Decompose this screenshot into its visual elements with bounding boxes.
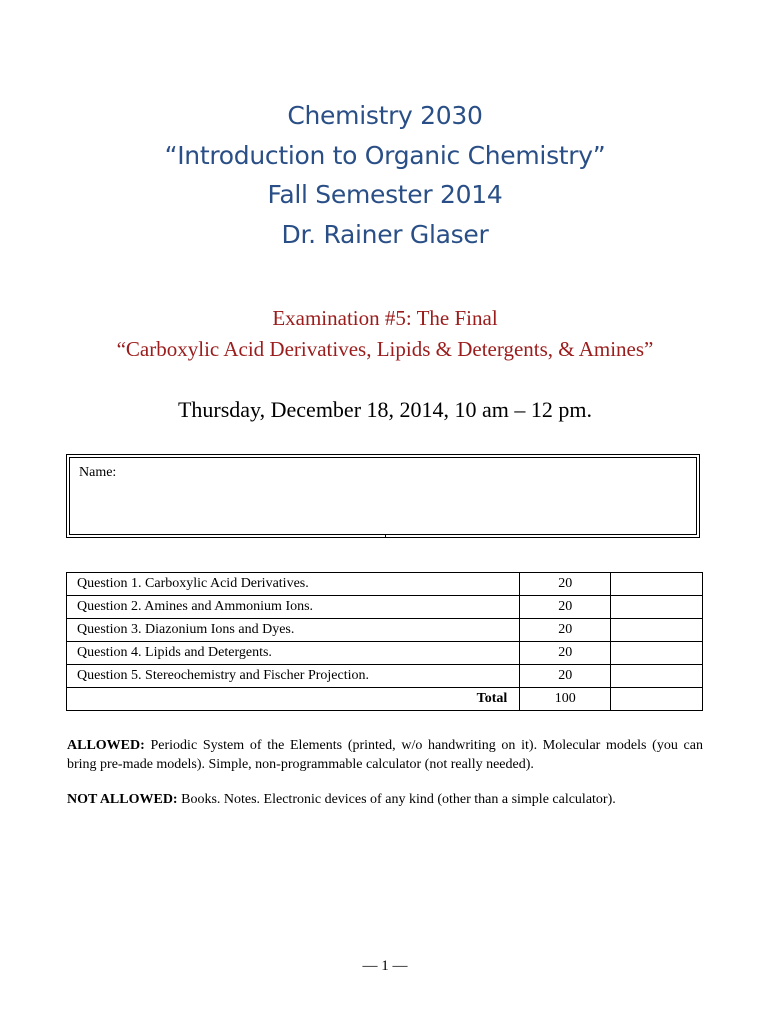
score-cell[interactable] <box>611 596 703 619</box>
name-label: Name: <box>79 465 117 480</box>
title-block <box>0 96 770 254</box>
table-row <box>67 665 703 688</box>
instructor: Dr. Rainer Glaser <box>281 219 489 249</box>
points-value: 20 <box>520 573 611 596</box>
score-cell[interactable] <box>611 619 703 642</box>
points-value: 20 <box>520 642 611 665</box>
exam-topics: “Carboxylic Acid Derivatives, Lipids & Detergents, & Amines” <box>116 337 654 361</box>
total-points: 100 <box>520 688 611 711</box>
table-row <box>67 573 703 596</box>
course-number: Chemistry 2030 <box>287 101 483 130</box>
score-cell[interactable] <box>611 573 703 596</box>
name-field[interactable] <box>66 454 700 538</box>
exam-date: Thursday, December 18, 2014, 10 am – 12 pm. <box>177 397 593 422</box>
score-table <box>66 572 703 711</box>
divider <box>385 535 386 538</box>
table-row <box>67 642 703 665</box>
allowed-note <box>67 736 703 774</box>
semester: Fall Semester 2014 <box>267 180 503 209</box>
allowed-label: ALLOWED: <box>67 738 145 753</box>
question-label: Question 4. Lipids and Detergents. <box>67 642 520 665</box>
total-label: Total <box>67 688 520 711</box>
table-row <box>67 596 703 619</box>
score-cell[interactable] <box>611 642 703 665</box>
exam-rules <box>67 736 703 825</box>
points-value: 20 <box>520 665 611 688</box>
question-label: Question 5. Stereochemistry and Fischer Projection. <box>67 665 520 688</box>
table-row <box>67 619 703 642</box>
total-row <box>67 688 703 711</box>
not-allowed-text: Books. Notes. Electronic devices of any kind (other than a simple calculator). <box>177 792 616 807</box>
question-label: Question 1. Carboxylic Acid Derivatives. <box>67 573 520 596</box>
score-cell[interactable] <box>611 665 703 688</box>
exam-heading <box>0 303 770 365</box>
not-allowed-note <box>67 790 703 809</box>
not-allowed-label: NOT ALLOWED: <box>67 792 178 807</box>
exam-name: Examination #5: The Final <box>272 306 498 330</box>
question-label: Question 3. Diazonium Ions and Dyes. <box>67 619 520 642</box>
points-value: 20 <box>520 619 611 642</box>
page-number: — 1 — <box>362 958 408 974</box>
points-value: 20 <box>520 596 611 619</box>
total-score-cell[interactable] <box>611 688 703 711</box>
question-label: Question 2. Amines and Ammonium Ions. <box>67 596 520 619</box>
course-title: “Introduction to Organic Chemistry” <box>164 140 606 170</box>
allowed-text: Periodic System of the Elements (printed, w/o handwriting on it). Molecular models (you can bring pre-made models). Simple, non-programmable calculator (not really needed). <box>67 738 703 772</box>
